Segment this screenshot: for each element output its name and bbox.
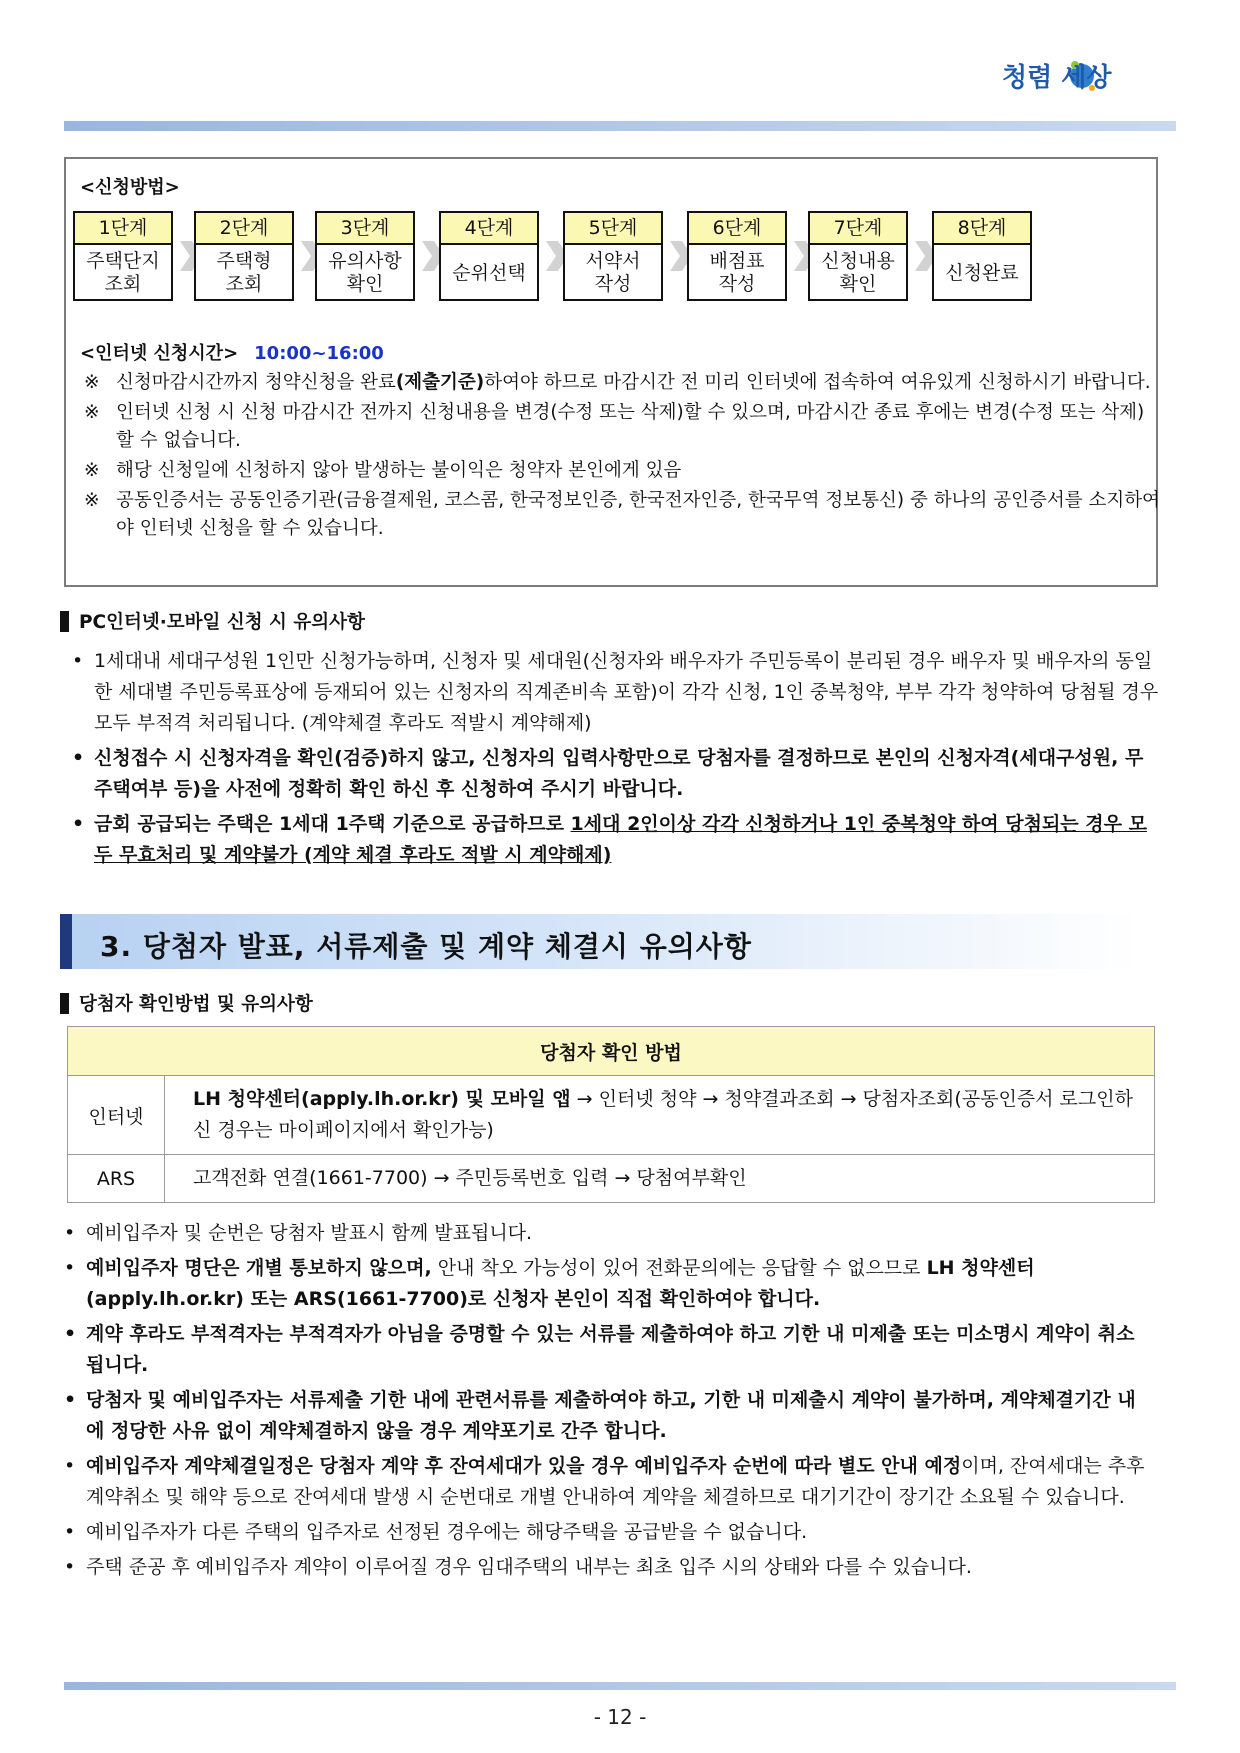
list-item: • 예비입주자 계약체결일정은 당첨자 계약 후 잔여세대가 있을 경우 예비입주자 순번에 따라 별도 안내 예정이며, 잔여세대는 추후 계약취소 및 해약 등으로 잔여세대 발생 시 순번대로 개별 안내하여 계약을 체결하므로 대기기간이 장기간 소요될 수 있습니다. (62, 1451, 1152, 1513)
step-number: 5단계 (565, 213, 661, 245)
list-item: • 신청접수 시 신청자격을 확인(검증)하지 않고, 신청자의 입력사항만으로 당첨자를 결정하므로 본인의 신청자격(세대구성원, 무주택여부 등)을 사전에 정확히 확인 하신 후 신청하여 주시기 바랍니다. (70, 743, 1160, 805)
list-item: • 예비입주자 명단은 개별 통보하지 않으며, 안내 착오 가능성이 있어 전화문의에는 응답할 수 없으므로 LH 청약센터(apply.lh.or.kr) 또는 ARS(1661-7700)로 신청자 본인이 직접 확인하여야 합니다. (62, 1253, 1152, 1315)
application-method-box (64, 157, 1158, 587)
pc-notice-heading: PC인터넷·모바일 신청 시 유의사항 (60, 608, 365, 634)
list-item: • 예비입주자 및 순번은 당첨자 발표시 함께 발표됩니다. (62, 1218, 1152, 1249)
note-item: ※ 공동인증서는 공동인증기관(금융결제원, 코스콤, 한국정보인증, 한국전자인증, 한국무역 정보통신) 중 하나의 공인증서를 소지하여야 인터넷 신청을 할 수 있습니다. (84, 487, 1164, 543)
section-3-header (60, 914, 1140, 969)
winner-check-table (67, 1026, 1155, 1203)
step-7 (808, 211, 908, 301)
integrity-logo (1000, 52, 1170, 102)
application-method-title: <신청방법> (80, 177, 180, 198)
page-number: - 12 - (593, 1705, 647, 1729)
step-label: 서약서 작성 (585, 250, 641, 295)
winner-heading: 당첨자 확인방법 및 유의사항 (60, 990, 313, 1016)
step-5 (563, 211, 663, 301)
list-item: • 예비입주자가 다른 주택의 입주자로 선정된 경우에는 해당주택을 공급받을 수 없습니다. (62, 1517, 1152, 1548)
note-item: ※ 인터넷 신청 시 신청 마감시간 전까지 신청내용을 변경(수정 또는 삭제)할 수 있으며, 마감시간 종료 후에는 변경(수정 또는 삭제) 할 수 없습니다. (84, 399, 1164, 455)
list-item: • 당첨자 및 예비입주자는 서류제출 기한 내에 관련서류를 제출하여야 하고, 기한 내 미제출시 계약이 불가하며, 계약체결기간 내에 정당한 사유 없이 계약체결하지 않을 경우 계약포기로 간주 합니다. (62, 1385, 1152, 1447)
step-label: 배점표 작성 (709, 250, 765, 295)
step-number: 8단계 (934, 213, 1030, 245)
list-item: • 1세대내 세대구성원 1인만 신청가능하며, 신청자 및 세대원(신청자와 배우자가 주민등록이 분리된 경우 배우자 및 배우자의 동일한 세대별 주민등록표상에 등재되어 있는 신청자의 직계존비속 포함)이 각각 신청, 1인 중복청약, 부부 각각 청약하여 당첨될 경우 모두 부적격 처리됩니다. (계약체결 후라도 적발시 계약해제) (70, 646, 1160, 739)
footer-bar (64, 1682, 1176, 1690)
step-number: 4단계 (441, 213, 537, 245)
note-item: ※ 신청마감시간까지 청약신청을 완료(제출기준)하여야 하므로 마감시간 전 미리 인터넷에 접속하여 여유있게 신청하시기 바랍니다. (84, 369, 1164, 397)
section-title: 3. 당첨자 발표, 서류제출 및 계약 체결시 유의사항 (100, 930, 752, 963)
step-number: 2단계 (196, 213, 292, 245)
step-number: 3단계 (317, 213, 413, 245)
header-bar (64, 121, 1176, 131)
internet-hours-title: <인터넷 신청시간> (80, 343, 239, 364)
step-label: 유의사항 확인 (328, 250, 402, 295)
ars-method: 고객전화 연결(1661-7700) → 주민등록번호 입력 → 당첨여부확인 (165, 1155, 1155, 1203)
step-label: 신청완료 (945, 261, 1019, 284)
ars-label: ARS (68, 1155, 165, 1203)
list-item: • 계약 후라도 부적격자는 부적격자가 아님을 증명할 수 있는 서류를 제출하여야 하고 기한 내 미제출 또는 미소명시 계약이 취소됩니다. (62, 1319, 1152, 1381)
list-item: • 금회 공급되는 주택은 1세대 1주택 기준으로 공급하므로 1세대 2인이상 각각 신청하거나 1인 중복청약 하여 당첨되는 경우 모두 무효처리 및 계약불가 (계약 체결 후라도 적발 시 계약해제) (70, 809, 1160, 871)
step-1 (73, 211, 173, 301)
internet-hours (80, 339, 384, 365)
step-8 (932, 211, 1032, 301)
internet-label: 인터넷 (68, 1076, 165, 1155)
application-notes (84, 369, 1164, 545)
step-label: 주택형 조회 (216, 250, 272, 295)
internet-hours-value: 10:00~16:00 (254, 343, 384, 364)
step-6 (687, 211, 787, 301)
pc-notice-list (70, 646, 1160, 875)
table-header: 당첨자 확인 방법 (68, 1027, 1155, 1076)
step-3 (315, 211, 415, 301)
step-2 (194, 211, 294, 301)
step-4 (439, 211, 539, 301)
step-number: 1단계 (75, 213, 171, 245)
note-item: ※ 해당 신청일에 신청하지 않아 발생하는 불이익은 청약자 본인에게 있음 (84, 457, 1164, 485)
step-label: 주택단지 조회 (86, 250, 160, 295)
winner-notice-list (62, 1218, 1152, 1587)
logo-text: 청렴 세상 (1002, 63, 1112, 93)
step-number: 6단계 (689, 213, 785, 245)
step-label: 신청내용 확인 (821, 250, 895, 295)
list-item: • 주택 준공 후 예비입주자 계약이 이루어질 경우 임대주택의 내부는 최초 입주 시의 상태와 다를 수 있습니다. (62, 1552, 1152, 1583)
step-label: 순위선택 (452, 261, 526, 284)
internet-method: LH 청약센터(apply.lh.or.kr) 및 모바일 앱 → 인터넷 청약 → 청약결과조회 → 당첨자조회(공동인증서 로그인하신 경우는 마이페이지에서 확인가능) (165, 1076, 1155, 1155)
step-number: 7단계 (810, 213, 906, 245)
